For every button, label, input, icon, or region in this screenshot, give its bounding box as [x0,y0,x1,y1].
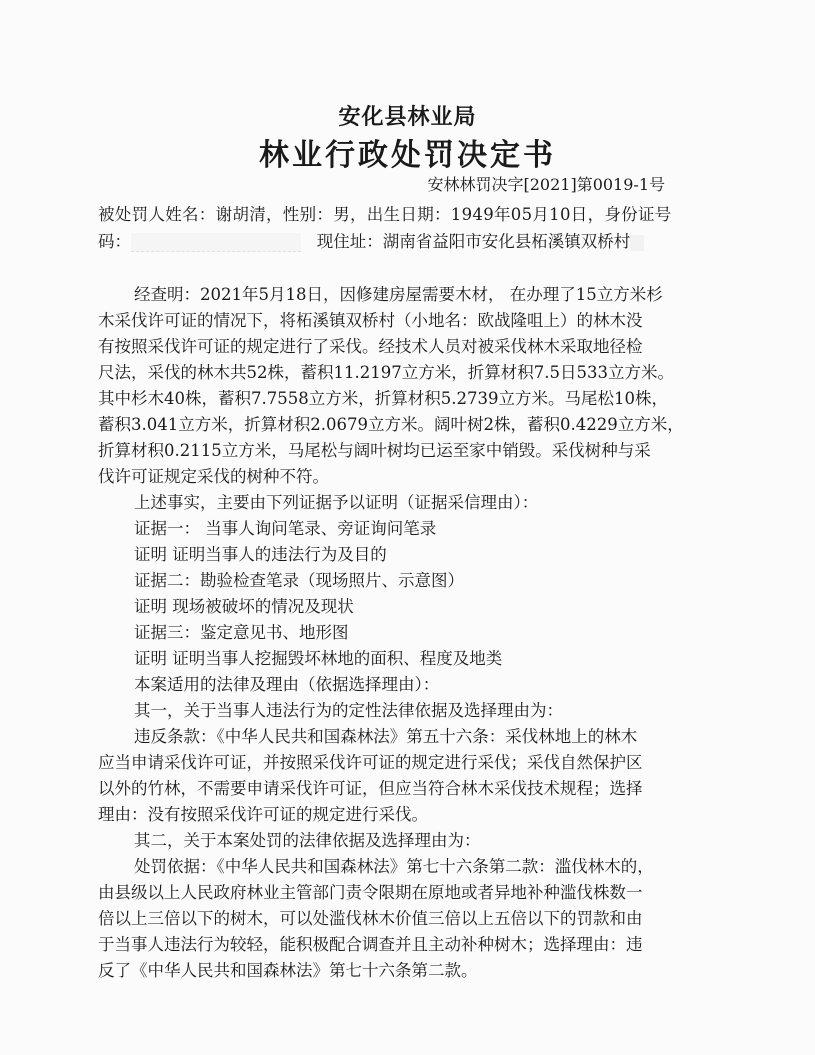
evidence-intro: 上述事实，主要由下列证据予以证明（证据采信理由）： [134,493,539,512]
evidence-proof: 证明 证明当事人的违法行为及目的 [134,545,387,564]
party-info-line: 被处罚人姓名：谢胡清，性别：男，出生日期：1949年05月10日，身份证号 [98,205,672,224]
body-line: 其中杉木40株，蓄积7.7558立方米，折算材积5.2739立方米。马尾松10株， [98,389,668,408]
address-text: 现住址：湖南省益阳市安化县柘溪镇双桥村 [316,232,631,251]
body-line: 违反条款：《中华人民共和国森林法》第五十六条：采伐林地上的林木 [134,727,638,746]
document-number: 安林林罚决字[2021]第0019-1号 [427,175,665,194]
body-line: 经查明：2021年5月18日，因修建房屋需要木材， 在办理了15立方米杉 [134,285,663,304]
body-line: 应当申请采伐许可证，并按照采伐许可证的规定进行采伐；采伐自然保护区 [98,753,643,772]
law-section-2: 其二，关于本案处罚的法律依据及选择理由为： [134,831,481,850]
body-line: 以外的竹林，不需要申请采伐许可证，但应当符合林木采伐技术规程；选择 [98,779,643,798]
evidence-item: 证据二：勘验检查笔录（现场照片、示意图） [134,571,464,590]
body-line: 折算材积0.2115立方米，马尾松与阔叶树均已运至家中销毁。采伐树种与采 [98,441,651,460]
body-line: 伐许可证规定采伐的树种不符。 [98,467,329,486]
law-heading: 本案适用的法律及理由（依据选择理由）： [134,675,440,694]
evidence-item: 证据一： 当事人询问笔录、旁证询问笔录 [134,519,437,538]
body-line: 倍以上三倍以下的树木，可以处滥伐林木价值三倍以上五倍以下的罚款和由 [98,909,643,928]
body-line: 处罚依据：《中华人民共和国森林法》第七十六条第二款：滥伐林木的， [134,857,654,876]
document-title: 林业行政处罚决定书 [259,138,556,173]
body-line: 尺法，采伐的林木共52株，蓄积11.2197立方米，折算材积7.5日533立方米。 [98,363,674,382]
id-number-label: 码： [98,232,131,251]
party-info-line-2 [98,230,644,254]
issuing-organization: 安化县林业局 [338,104,477,130]
body-line: 反了《中华人民共和国森林法》第七十六条第二款。 [98,961,478,980]
body-line: 有按照采伐许可证的规定进行了采伐。经技术人员对被采伐林木采取地径检 [98,337,643,356]
body-line: 蓄积3.041立方米，折算材积2.0679立方米。阔叶树2株，蓄积0.4229立方米， [98,415,684,434]
evidence-proof: 证明 现场被破坏的情况及现状 [134,597,354,616]
redacted-id-number [131,233,301,252]
redacted-address-tail [630,235,644,251]
body-line: 理由：没有按照采伐许可证的规定进行采伐。 [98,805,428,824]
law-section-1: 其一，关于当事人违法行为的定性法律依据及选择理由为： [134,701,563,720]
evidence-proof: 证明 证明当事人挖掘毁坏林地的面积、程度及地类 [134,649,503,668]
body-line: 于当事人违法行为较轻，能积极配合调查并且主动补种树木；选择理由：违 [98,935,643,954]
body-line: 由县级以上人民政府林业主管部门责令限期在原地或者异地补种滥伐株数一 [98,883,643,902]
evidence-item: 证据三：鉴定意见书、地形图 [134,623,349,642]
body-line: 木采伐许可证的情况下，将柘溪镇双桥村（小地名：欧战隆咀上）的林木没 [98,311,643,330]
